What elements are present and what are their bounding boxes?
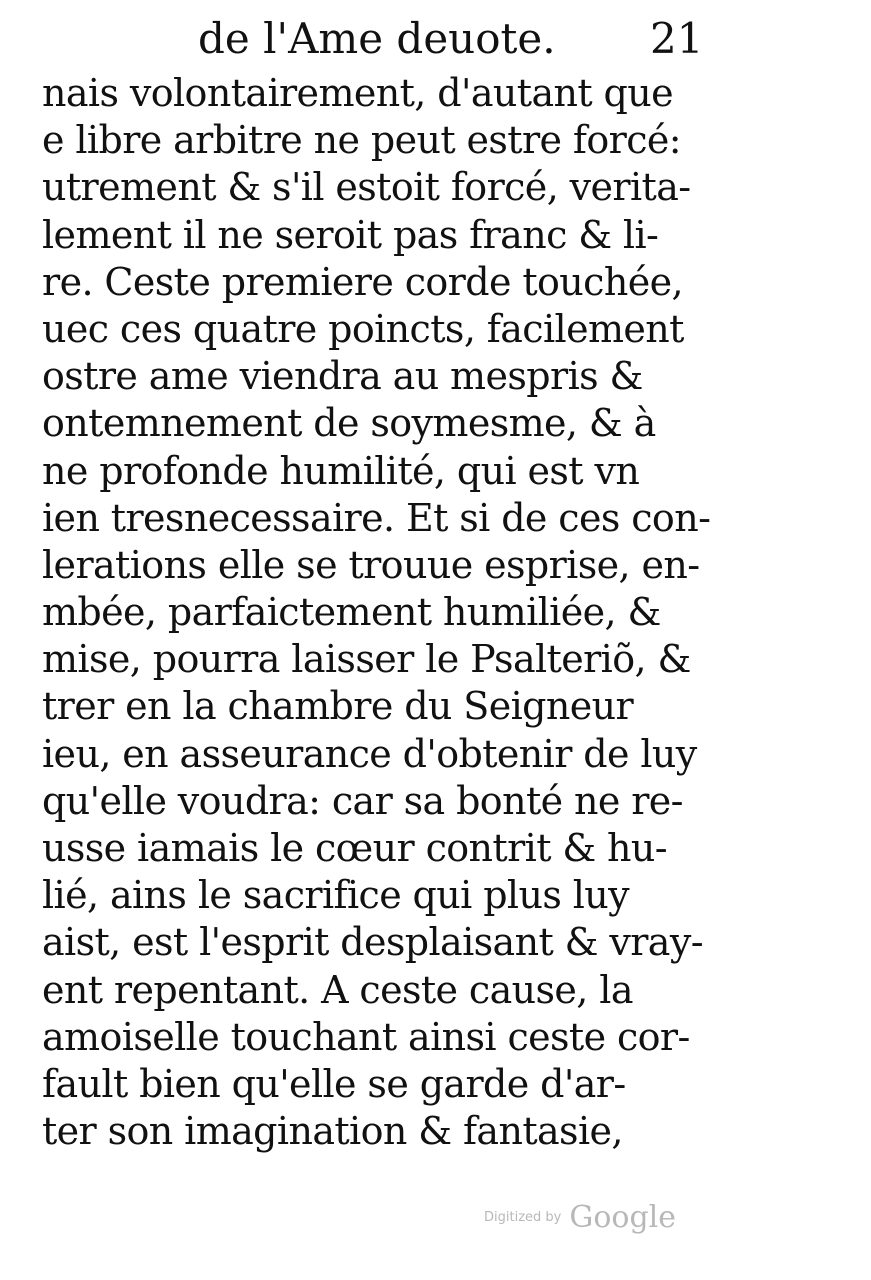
text-line: re. Ceste premiere corde touchée, — [42, 259, 683, 304]
text-line: uec ces quatre poincts, facilement — [42, 306, 684, 351]
text-line: mise, pourra laisser le Psalteriõ, & — [42, 637, 691, 682]
watermark-prefix: Digitized by — [484, 1210, 562, 1225]
text-line: usse iamais le cœur contrit & hu- — [42, 826, 668, 870]
text-line: ostre ame viendra au mespris & — [42, 354, 643, 399]
text-line: ent repentant. A ceste cause, la — [42, 967, 633, 1012]
text-line: e libre arbitre ne peut estre forcé: — [42, 118, 681, 163]
text-line: mbée, parfaictement humiliée, & — [42, 590, 661, 635]
text-line: trer en la chambre du Seigneur — [42, 684, 634, 729]
text-line: qu'elle voudra: car sa bonté ne re- — [42, 778, 683, 823]
text-line: utrement & s'il estoit forcé, verita- — [42, 165, 691, 210]
text-line: ien tresnecessaire. Et si de ces con- — [42, 495, 710, 540]
text-line: fault bien qu'elle se garde d'ar- — [42, 1061, 626, 1106]
page-header — [0, 14, 871, 74]
text-line: lerations elle se trouue esprise, en- — [42, 542, 700, 587]
page-number: 21 — [650, 14, 704, 63]
text-line: ieu, en asseurance d'obtenir de luy — [42, 731, 697, 776]
text-line: amoiselle touchant ainsi ceste cor- — [42, 1014, 690, 1059]
text-line: ne profonde humilité, qui est vn — [42, 448, 640, 493]
text-line: nais volontairement, d'autant que — [42, 71, 674, 115]
watermark-brand: Google — [569, 1200, 676, 1235]
text-line: lement il ne seroit pas franc & li- — [42, 212, 659, 257]
digitization-watermark — [484, 1200, 676, 1235]
text-line: ter son imagination & fantasie, — [42, 1109, 623, 1154]
text-line: aist, est l'esprit desplaisant & vray- — [42, 920, 703, 965]
text-line: ontemnement de soymesme, & à — [42, 401, 656, 446]
text-line: lié, ains le sacrifice qui plus luy — [42, 873, 630, 918]
body-text — [42, 70, 710, 1155]
running-title: de l'Ame deuote. — [198, 14, 556, 63]
